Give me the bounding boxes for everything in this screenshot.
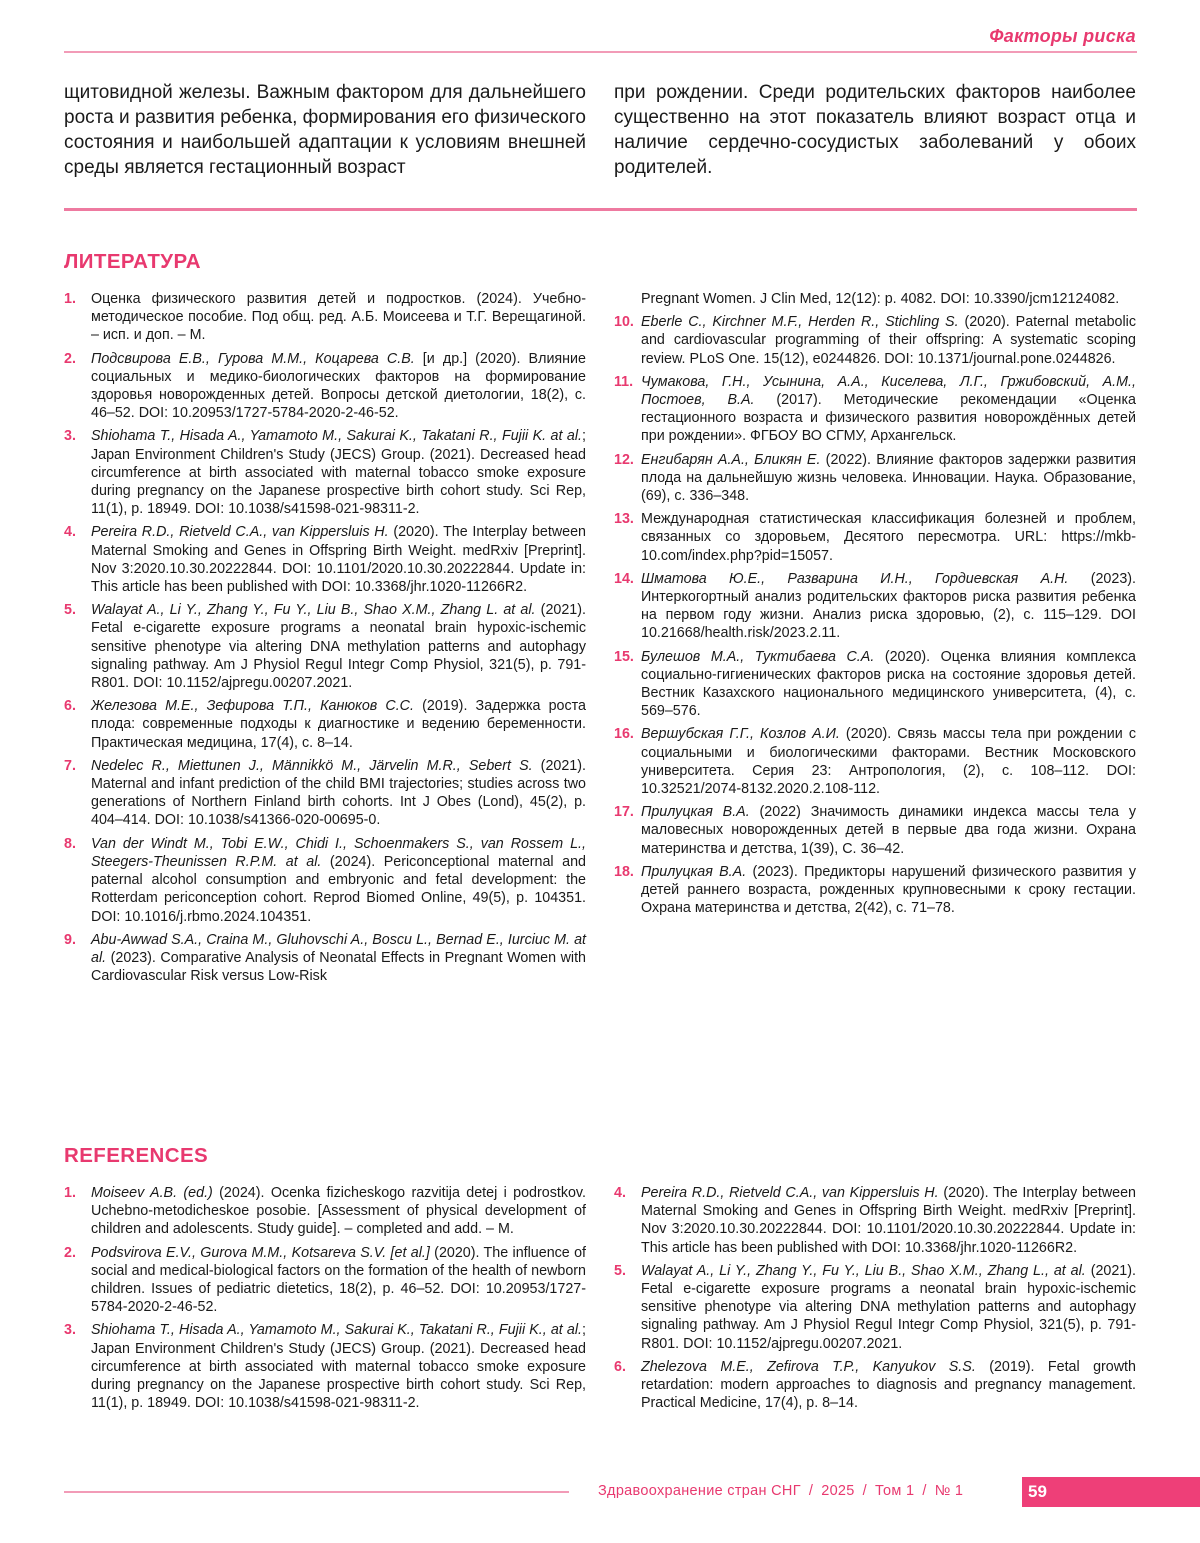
footer-separator: / xyxy=(808,1483,814,1499)
reference-text: (2023). Интеркогортный анализ родительских факторов риска развития ребенка на первом году жизни. Анализ риска здоровью, (2), с. 115–129. DOI 10.21668/health.risk/2023.2.11. xyxy=(641,570,1137,642)
reference-item xyxy=(64,350,586,423)
reference-authors: Shiohama T., Hisada A., Yamamoto M., Sakurai K., Takatani R., Fujii K., at al. xyxy=(91,1322,583,1339)
reference-text: (2021). Fetal e-cigarette exposure programs a neonatal brain hypoxic-ischemic sensitive phenotype via altering DNA methylation patterns and autophagy signaling pathway. Am J Physiol Regul Integr Comp Physiol, 321(5), p. 791-R801. DOI: 10.1152/ajpregu.00207.2021. xyxy=(91,602,586,692)
reference-authors: Прилуцкая В.А. xyxy=(641,863,747,880)
page-number: 59 xyxy=(1022,1477,1200,1507)
reference-number: 17. xyxy=(614,804,634,821)
reference-number: 1. xyxy=(64,1185,76,1201)
reference-number: 11. xyxy=(614,373,634,390)
footer-year: 2025 xyxy=(821,1483,855,1499)
reference-item xyxy=(64,1244,586,1317)
reference-item xyxy=(614,290,1136,308)
reference-authors: Shiohama T., Hisada A., Yamamoto M., Sakurai K., Takatani R., Fujii K. at al. xyxy=(91,428,583,445)
reference-authors: Прилуцкая В.А. xyxy=(641,804,750,821)
footer-separator: / xyxy=(862,1483,868,1499)
reference-authors: Moiseev A.B. (ed.) xyxy=(91,1185,213,1201)
reference-number: 12. xyxy=(614,451,634,468)
reference-text: (2023). Comparative Analysis of Neonatal Effects in Pregnant Women with Cardiovascular Risk versus Low-Risk xyxy=(91,949,586,985)
references-list-right xyxy=(614,1184,1136,1417)
reference-item xyxy=(614,510,1136,565)
reference-number: 5. xyxy=(64,602,76,619)
reference-authors: Eberle C., Kirchner M.F., Herden R., Stichling S. xyxy=(641,314,959,331)
reference-item xyxy=(64,697,586,752)
reference-number: 7. xyxy=(64,757,76,774)
reference-item xyxy=(614,1262,1136,1353)
reference-authors: Podsvirova E.V., Gurova M.M., Kotsareva S.V. [et al.] xyxy=(91,1244,430,1261)
reference-number: 6. xyxy=(64,698,76,715)
reference-text: (2022). Влияние факторов задержки развития плода на дальнейшую жизнь человека. Инновации. Наука. Образование, (69), с. 336–348. xyxy=(641,451,1136,505)
reference-text: (2021). Maternal and infant prediction of the child BMI trajectories; studies across two generations of Northern Finland birth cohorts. Int J Obes (Lond), 45(2), p. 404–414. DOI: 10.1038/s41366-020-00695-0. xyxy=(91,757,586,829)
literature-list-right xyxy=(614,290,1136,923)
literature-heading: ЛИТЕРАТУРА xyxy=(64,250,201,273)
reference-text: Оценка физического развития детей и подростков. (2024). Учебно-методическое пособие. Под общ. ред. А.Б. Моисеева и Т.Г. Верещагиной. – исп. и доп. – М. xyxy=(91,291,586,344)
reference-item xyxy=(614,570,1136,643)
reference-authors: Чумакова, Г.Н., Усынина, А.А., Киселева, Л.Г., Гржибовский, А.М., Постоев, В.А. xyxy=(641,373,1136,409)
reference-authors: Pereira R.D., Rietveld C.A., van Kippersluis H. xyxy=(641,1185,939,1201)
reference-text: (2020). Paternal metabolic and cardiovascular programming of their offspring: A systematic scoping review. PLoS One. 15(12), e0244826. DOI: 10.1371/journal.pone.0244826. xyxy=(641,314,1137,367)
intro-text-left: щитовидной железы. Важным фактором для дальнейшего роста и развития ребенка, формирования его физического состояния и наибольшей адаптации к условиям внешней среды является гестационный возраст xyxy=(64,82,586,178)
reference-text: (2019). Задержка роста плода: современные подходы к диагностике и ведению беременности. Практическая медицина, 17(4), с. 8–14. xyxy=(91,698,586,751)
footer-issue: № 1 xyxy=(934,1483,964,1499)
reference-text: (2020). The Interplay between Maternal Smoking and Genes in Offspring Birth Weight. medRxiv [Preprint]. Nov 3:2020.10.30.20222844. DOI: 10.1101/2020.10.30.20222844. Update in: This article has been published with DOI: 10.3368/jhr.1020-11266R2. xyxy=(91,524,586,596)
reference-text: (2020). Оценка влияния комплекса социально-гигиенических факторов риска на состояние здоровья детей. Вестник Казахского национального медицинского университета, (4), с. 569–576. xyxy=(641,648,1136,720)
reference-number: 15. xyxy=(614,648,634,665)
references-list-left xyxy=(64,1184,586,1417)
reference-item xyxy=(614,725,1136,798)
reference-number: 3. xyxy=(64,428,76,445)
reference-item xyxy=(64,290,586,345)
reference-item xyxy=(614,1358,1136,1413)
reference-authors: Walayat A., Li Y., Zhang Y., Fu Y., Liu B., Shao X.M., Zhang L., at al. xyxy=(641,1262,1086,1279)
reference-number: 13. xyxy=(614,511,634,528)
literature-list-left xyxy=(64,290,586,990)
reference-number: 4. xyxy=(64,524,76,541)
reference-item xyxy=(614,313,1136,368)
reference-number: 2. xyxy=(64,350,76,367)
reference-text: ; Japan Environment Children's Study (JECS) Group. (2021). Decreased head circumference at birth associated with maternal tobacco smoke exposure during pregnancy on the Japanese prospective birth cohort study. Sci Rep, 11(1), p. 18949. DOI: 10.1038/s41598-021-98311-2. xyxy=(91,1322,586,1412)
reference-item xyxy=(64,601,586,692)
reference-authors: Zhelezova M.E., Zefirova T.P., Kanyukov S.S. xyxy=(641,1358,976,1375)
reference-authors: Вершубская Г.Г., Козлов А.И. xyxy=(641,726,840,743)
reference-item xyxy=(614,803,1136,858)
reference-number: 8. xyxy=(64,835,76,852)
reference-text: ; Japan Environment Children's Study (JECS) Group. (2021). Decreased head circumference at birth associated with maternal tobacco smoke exposure during pregnancy on the Japanese prospective birth cohort study. Sci Rep, 11(1), p. 18949. DOI: 10.1038/s41598-021-98311-2. xyxy=(91,428,586,518)
reference-number: 14. xyxy=(614,570,634,587)
reference-authors: Шматова Ю.Е., Разварина И.Н., Гордиевская А.Н. xyxy=(641,570,1069,587)
reference-item xyxy=(614,1184,1136,1257)
reference-text: (2022) Значимость динамики индекса массы тела у маловесных новорожденных детей в первые два года жизни. Охрана материнства и детства, 1(39), С. 36–42. xyxy=(641,804,1136,857)
reference-number: 2. xyxy=(64,1244,76,1261)
reference-text: (2020). Связь массы тела при рождении с социальными и биологическими факторами. Вестник Московского университета. Серия 23: Антропология, (2), с. 108–112. DOI: 10.32521/2074-8132.2020.2.108-112. xyxy=(641,726,1136,798)
reference-number: 5. xyxy=(614,1262,626,1279)
reference-authors: Енгибарян А.А., Бликян Е. xyxy=(641,451,821,468)
reference-authors: Abu-Awwad S.A., Craina M., Gluhovschi A., Boscu L., Bernad E., Iurciuc M. at al. xyxy=(91,931,586,966)
reference-authors: Nedelec R., Miettunen J., Männikkö M., Järvelin M.R., Sebert S. xyxy=(91,757,533,774)
reference-item xyxy=(614,863,1136,918)
reference-number: 6. xyxy=(614,1358,626,1375)
reference-text: [и др.] (2020). Влияние социальных и медико-биологических факторов на формирование здоровья новорожденных детей. Вопросы детской диетологии, 18(2), с. 46–52. DOI: 10.20953/1727-5784-2020-2-46-52. xyxy=(91,350,586,422)
references-heading: REFERENCES xyxy=(64,1144,209,1167)
reference-authors: Булешов М.А., Туктибаева С.А. xyxy=(641,648,875,665)
reference-number: 4. xyxy=(614,1185,626,1201)
section-divider xyxy=(64,208,1137,211)
reference-authors: Pereira R.D., Rietveld C.A., van Kippersluis H. xyxy=(91,524,389,541)
reference-number: 18. xyxy=(614,863,634,880)
reference-text: (2017). Методические рекомендации «Оценка гестационного возраста и физического развития новорождённых детей при рождении». ФГБОУ ВО СГМУ, Архангельск. xyxy=(641,392,1136,445)
reference-item xyxy=(64,757,586,830)
reference-item xyxy=(64,427,586,518)
reference-text: (2020). The influence of social and medical-biological factors on the formation of the health of newborn children. Issues of pediatric dietetics, 18(2), p. 46–52. DOI: 10.20953/1727-5784-2020-2-46-52. xyxy=(91,1244,586,1316)
reference-item xyxy=(614,451,1136,506)
reference-number: 3. xyxy=(64,1322,76,1339)
footer-volume: Том 1 xyxy=(875,1483,915,1499)
reference-authors: Van der Windt M., Tobi E.W., Chidi I., Schoenmakers S., van Rossem L., Steegers-Theunissen R.P.M. at al. xyxy=(91,835,586,870)
footer-journal-info xyxy=(598,1483,963,1499)
footer-divider xyxy=(64,1491,569,1493)
reference-text: (2024). Ocenka fizicheskogo razvitija detej i podrostkov. Uchebno-metodicheskoe posobie. [Assessment of physical development of children and adolescents. Study guide]. – completed and add. – M. xyxy=(91,1185,586,1238)
reference-number: 16. xyxy=(614,726,634,743)
reference-number: 10. xyxy=(614,314,634,331)
reference-number: 9. xyxy=(64,931,76,948)
reference-item xyxy=(614,648,1136,721)
reference-text: (2023). Предикторы нарушений физического развития у детей раннего возраста, рожденных крупновесными к сроку гестации. Охрана материнства и детства, 2(42), с. 71–78. xyxy=(641,863,1136,917)
intro-text-right: при рождении. Среди родительских факторов наиболее существенно на этот показатель влияют возраст отца и наличие сердечно-сосудистых заболеваний у обоих родителей. xyxy=(614,82,1136,178)
reference-item xyxy=(614,373,1136,446)
reference-text: (2020). The Interplay between Maternal Smoking and Genes in Offspring Birth Weight. medRxiv [Preprint]. Nov 3:2020.10.30.20222844. DOI: 10.1101/2020.10.30.20222844. Update in: This article has been published with DOI: 10.3368/jhr.1020-11266R2. xyxy=(641,1185,1136,1256)
reference-text: (2019). Fetal growth retardation: modern approaches to diagnosis and pregnancy management. Practical Medicine, 17(4), p. 8–14. xyxy=(641,1358,1136,1412)
reference-item xyxy=(64,523,586,596)
reference-text: Pregnant Women. J Clin Med, 12(12): p. 4082. DOI: 10.3390/jcm12124082. xyxy=(641,291,1120,307)
reference-authors: Подсвирова Е.В., Гурова М.М., Коцарева С.В. xyxy=(91,350,415,367)
section-title: Факторы риска xyxy=(989,26,1136,46)
reference-item xyxy=(64,1184,586,1239)
reference-item xyxy=(64,835,586,926)
reference-text: (2024). Periconceptional maternal and paternal alcohol consumption and embryonic and fetal development: the Rotterdam periconception cohort. Reprod Biomed Online, 49(5), p. 104351. DOI: 10.1016/j.rbmo.2024.104351. xyxy=(91,853,586,925)
footer-journal: Здравоохранение стран СНГ xyxy=(598,1483,801,1499)
reference-item xyxy=(64,1321,586,1412)
reference-authors: Железова М.Е., Зефирова Т.П., Канюков С.С. xyxy=(91,698,414,715)
reference-number: 1. xyxy=(64,291,76,307)
footer-separator: / xyxy=(922,1483,927,1499)
reference-item xyxy=(64,931,586,986)
header-divider xyxy=(64,51,1137,53)
reference-text: (2021). Fetal e-cigarette exposure programs a neonatal brain hypoxic-ischemic sensitive phenotype via altering DNA methylation patterns and autophagy signaling pathway. Am J Physiol Regul Integr Comp Physiol, 321(5), p. 791-R801. DOI: 10.1152/ajpregu.00207.2021. xyxy=(641,1262,1136,1352)
reference-authors: Walayat A., Li Y., Zhang Y., Fu Y., Liu B., Shao X.M., Zhang L. at al. xyxy=(91,602,536,619)
reference-text: Международная статистическая классификация болезней и проблем, связанных со здоровьем, Десятого пересмотра. URL: https://mkb-10.com/index.php?pid=15057. xyxy=(641,511,1136,564)
